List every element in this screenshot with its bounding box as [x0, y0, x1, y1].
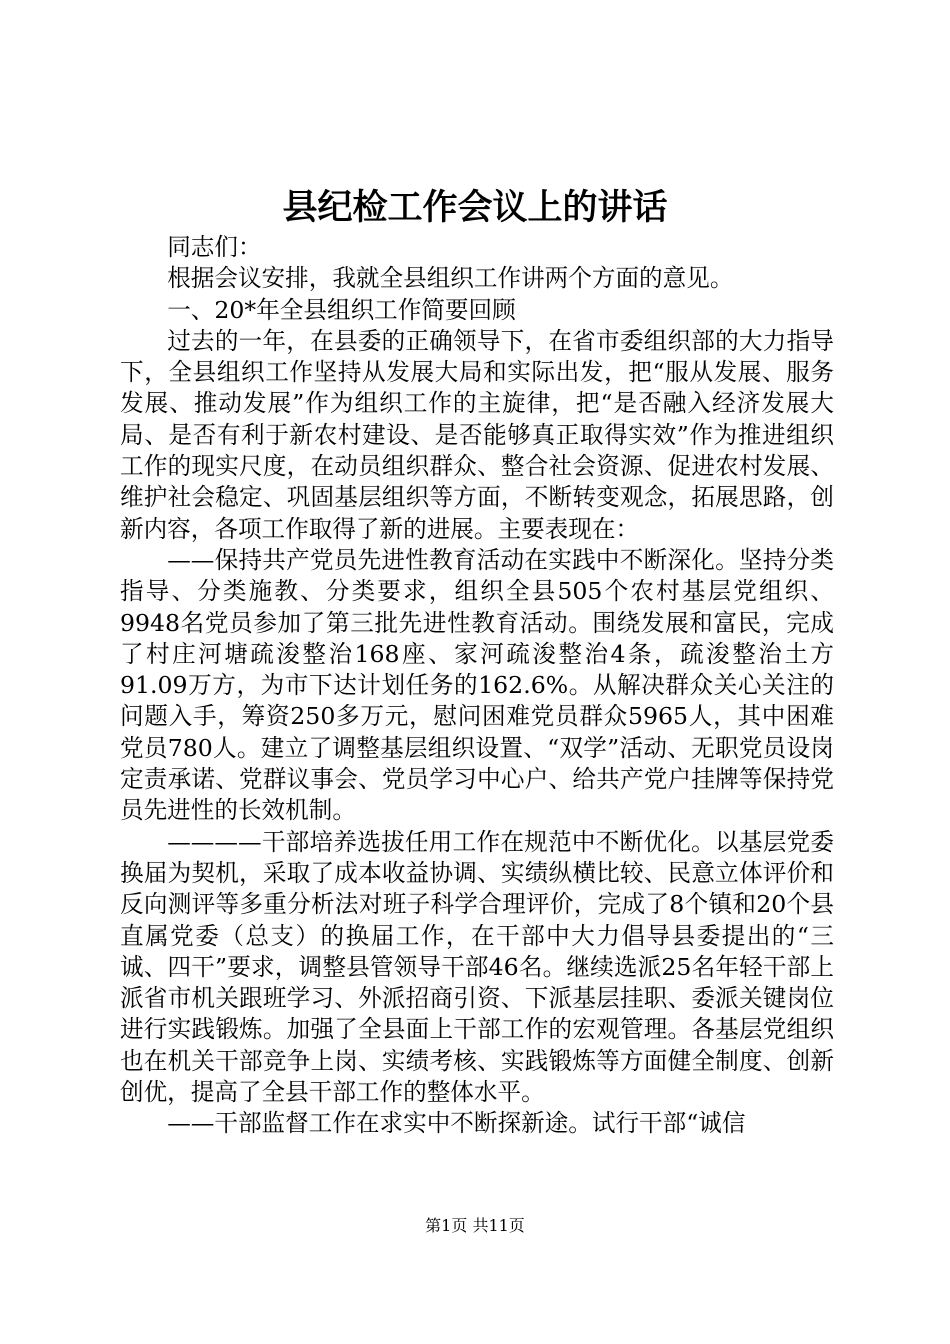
section-heading: 一、20*年全县组织工作简要回顾 [167, 295, 516, 324]
document-body [120, 232, 834, 1140]
body-paragraph: 过去的一年，在县委的正确领导下，在省市委组织部的大力指导下，全县组织工作坚持从发展大局和实际出发，把“服从发展、服务发展、推动发展”作为组织工作的主旋律，把“是否融入经济发展大局、是否有利于新农村建设、是否能够真正取得实效”作为推进组织工作的现实尺度，在动员组织群众、整合社会资源、促进农村发展、维护社会稳定、巩固基层组织等方面，不断转变观念，拓展思路，创新内容，各项工作取得了新的进展。主要表现在： [120, 326, 834, 543]
body-paragraph: ————干部培养选拔任用工作在规范中不断优化。以基层党委换届为契机，采取了成本收益协调、实绩纵横比较、民意立体评价和反向测评等多重分析法对班子科学合理评价，完成了8个镇和20个县直属党委（总支）的换届工作，在干部中大力倡导县委提出的“三诚、四干”要求，调整县管领导干部46名。继续选派25名年轻干部上派省市机关跟班学习、外派招商引资、下派基层挂职、委派关键岗位进行实践锻炼。加强了全县面上干部工作的宏观管理。各基层党组织也在机关干部竞争上岗、实绩考核、实践锻炼等方面健全制度、创新创优，提高了全县干部工作的整体水平。 [120, 827, 834, 1107]
body-paragraph: ——干部监督工作在求实中不断探新途。试行干部“诚信 [167, 1109, 746, 1138]
body-paragraph: ——保持共产党员先进性教育活动在实践中不断深化。坚持分类指导、分类施教、分类要求，组织全县505个农村基层党组织、9948名党员参加了第三批先进性教育活动。围绕发展和富民，完成了村庄河塘疏浚整治168座、家河疏浚整治4条，疏浚整治土方91.09万方，为市下达计划任务的162.6%。从解决群众关心关注的问题入手，筹资250多万元，慰问困难党员群众5965人，其中困难党员780人。建立了调整基层组织设置、“双学”活动、无职党员设岗定责承诺、党群议事会、党员学习中心户、给共产党户挂牌等保持党员先进性的长效机制。 [120, 545, 834, 825]
document-title: 县纪检工作会议上的讲话 [282, 187, 668, 228]
salutation-paragraph: 同志们： [167, 233, 262, 261]
intro-paragraph: 根据会议安排，我就全县组织工作讲两个方面的意见。 [167, 264, 734, 293]
page-number-footer: 第1页 共11页 [425, 1216, 525, 1235]
